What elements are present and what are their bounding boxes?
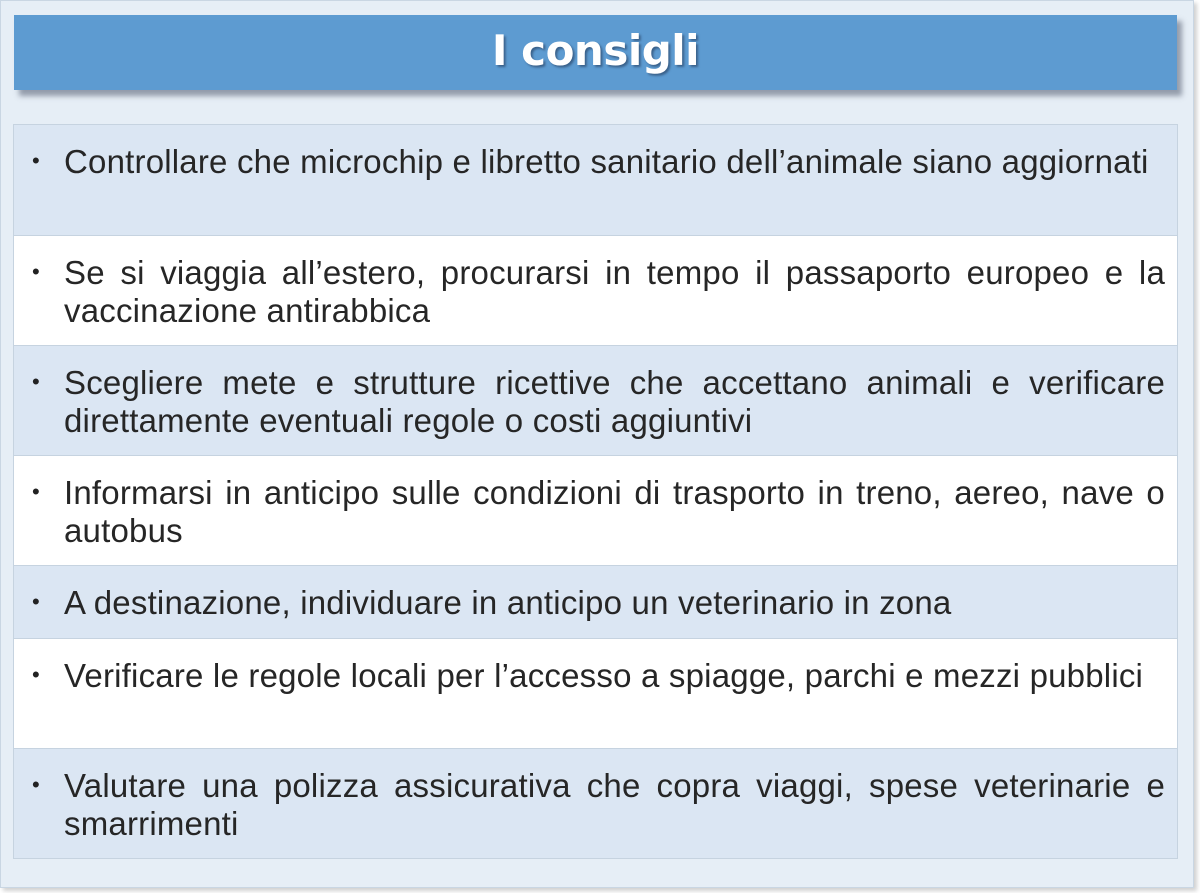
- bullet-icon: •: [32, 148, 40, 173]
- bullet-icon: •: [32, 662, 40, 687]
- bullet-icon: •: [32, 772, 40, 797]
- list-item-text: Verificare le regole locali per l’accesso a spiagge, parchi e mezzi pubblici: [64, 657, 1144, 694]
- bullet-icon: •: [32, 479, 40, 504]
- list-item: [14, 565, 1177, 638]
- tips-list: [13, 124, 1178, 859]
- bullet-icon: •: [32, 589, 40, 614]
- list-item-text: Informarsi in anticipo sulle condizioni di trasporto in treno, aereo, nave o autobus: [64, 474, 1165, 549]
- list-item: [14, 345, 1177, 455]
- page-title: I consigli: [491, 26, 700, 75]
- bullet-icon: •: [32, 259, 40, 284]
- list-item-text: Scegliere mete e strutture ricettive che accettano animali e verificare direttamente eventuali regole o costi aggiuntivi: [64, 364, 1165, 439]
- list-item: [14, 125, 1177, 235]
- list-item: [14, 748, 1177, 858]
- list-item-text: A destinazione, individuare in anticipo un veterinario in zona: [64, 584, 952, 621]
- list-item-text: Controllare che microchip e libretto sanitario dell’animale siano aggiornati: [64, 143, 1149, 180]
- list-item: [14, 638, 1177, 748]
- list-item-text: Valutare una polizza assicurativa che copra viaggi, spese veterinarie e smarrimenti: [64, 767, 1165, 842]
- header-banner: [14, 15, 1177, 90]
- list-item: [14, 455, 1177, 565]
- bullet-icon: •: [32, 369, 40, 394]
- list-item: [14, 235, 1177, 345]
- list-item-text: Se si viaggia all’estero, procurarsi in tempo il passaporto europeo e la vaccinazione antirabbica: [64, 254, 1165, 329]
